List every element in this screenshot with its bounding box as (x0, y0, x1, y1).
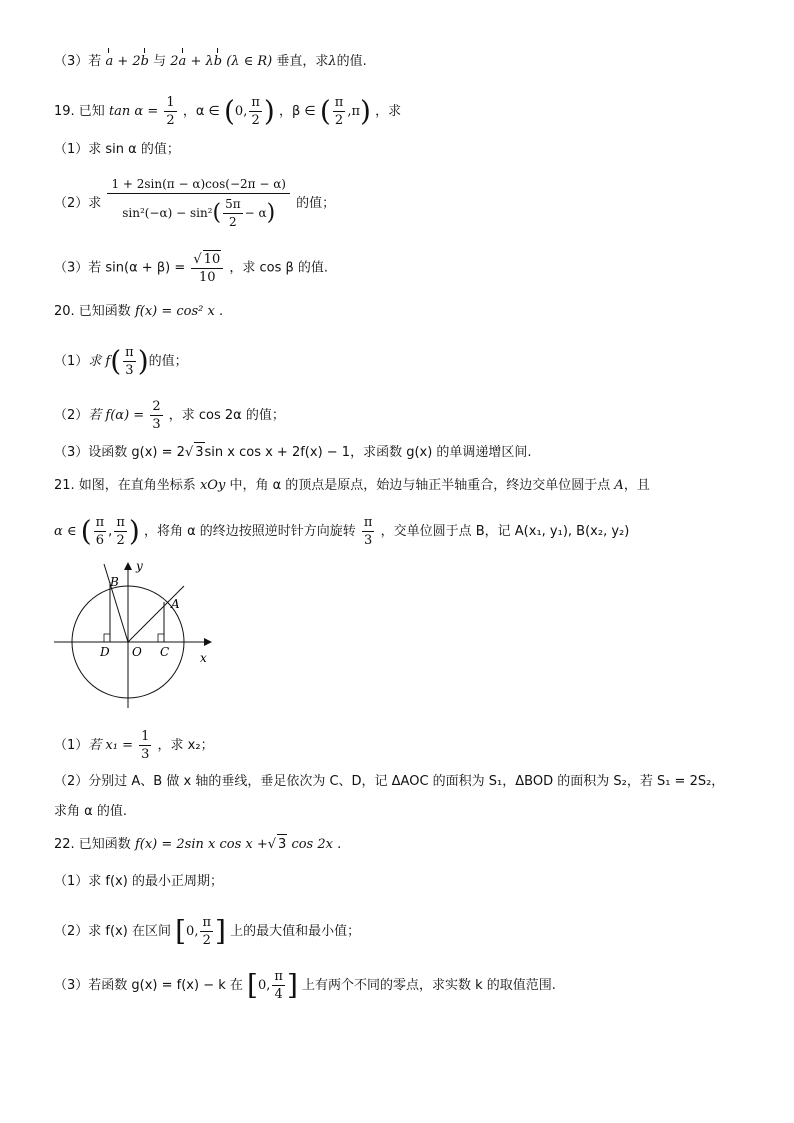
q19-part3: （3）若 sin(α + β) = $\frac{√ 10}{10}$ ，求 cos β 的值. (54, 252, 329, 285)
q20-part1: （1）求 f( $\frac{\pi}{3}$ )的值； (54, 344, 188, 378)
label-o: O (132, 645, 142, 659)
q20-stem: 20. 已知函数 f(x) = cos² x . (54, 304, 224, 319)
label-b: B (110, 575, 119, 589)
label-y: y (136, 559, 143, 573)
q22-part3: （3）若函数 g(x) = f(x) − k 在 [0, $\frac{\pi}{4}$ ] 上有两个不同的零点，求实数 k 的取值范围. (54, 968, 556, 1002)
q21-part1: （1）若 x₁ = $\frac{1}{3}$ ，求 x₂； (54, 729, 214, 762)
x-axis-arrow (204, 638, 212, 646)
q21-stem-line2: α ∈ ( $\frac{\pi}{6}$ , $\frac{\pi}{2}$ ) ，将角 α 的终边按照逆时针方向旋转 $\frac{\pi}{3}$ ，交单位圆于点 B，记 A(x₁, y₁), B(x₂, y₂) (54, 514, 630, 548)
label-x: x (200, 651, 207, 665)
q19-part1: （1）求 sin α 的值； (54, 142, 180, 157)
q22-part2: （2）求 f(x) 在区间 [0, $\frac{\pi}{2}$ ] 上的最大值和最小值； (54, 914, 361, 948)
q21-stem-line1: 21. 如图，在直角坐标系 xOy 中，角 α 的顶点是原点，始边与轴正半轴重合，终边交单位圆于点 A，且 (54, 478, 650, 493)
unit-circle-figure (50, 558, 220, 710)
right-angle-d (104, 634, 110, 642)
q22-stem: 22. 已知函数 f(x) = 2sin x cos x +√ 3 cos 2x . (54, 834, 341, 855)
q20-part3: （3）设函数 g(x) = 2√ 3sin x cos x + 2f(x) − 1，求函数 g(x) 的单调递增区间. (54, 442, 532, 463)
label-a: A (171, 597, 180, 611)
ray-oa (128, 586, 184, 642)
right-angle-c (158, 634, 164, 642)
q18-part3: （3）若 a + 2b 与 2a + λb (λ ∈ R) 垂直，求λ的值. (54, 52, 367, 72)
q22-part1: （1）求 f(x) 的最小正周期； (54, 874, 223, 889)
label-c: C (160, 645, 170, 659)
q21-part2-cont: 求角 α 的值. (54, 804, 127, 819)
label-d: D (100, 645, 110, 659)
q20-part2: （2）若 f(α) = $\frac{2}{3}$ ，求 cos 2α 的值； (54, 399, 285, 432)
q19-part2: （2）求 1 + 2sin(π − α)cos(−2π − α) sin²(−α) − sin²( $\frac{5\pi}{2}$ − α) 的值； (54, 177, 336, 229)
q19-stem: 19. 已知 tan α = $\frac{1}{2}$ ，α ∈ (0, $\frac{\pi}{2}$ ) ，β ∈ ( $\frac{\pi}{2}$ ,π) ，求 (54, 94, 402, 128)
q21-part2: （2）分别过 A、B 做 x 轴的垂线，垂足依次为 C、D，记 ΔAOC 的面积为 S₁，ΔBOD 的面积为 S₂，若 S₁ = 2S₂， (54, 774, 725, 789)
y-axis-arrow (124, 562, 132, 570)
